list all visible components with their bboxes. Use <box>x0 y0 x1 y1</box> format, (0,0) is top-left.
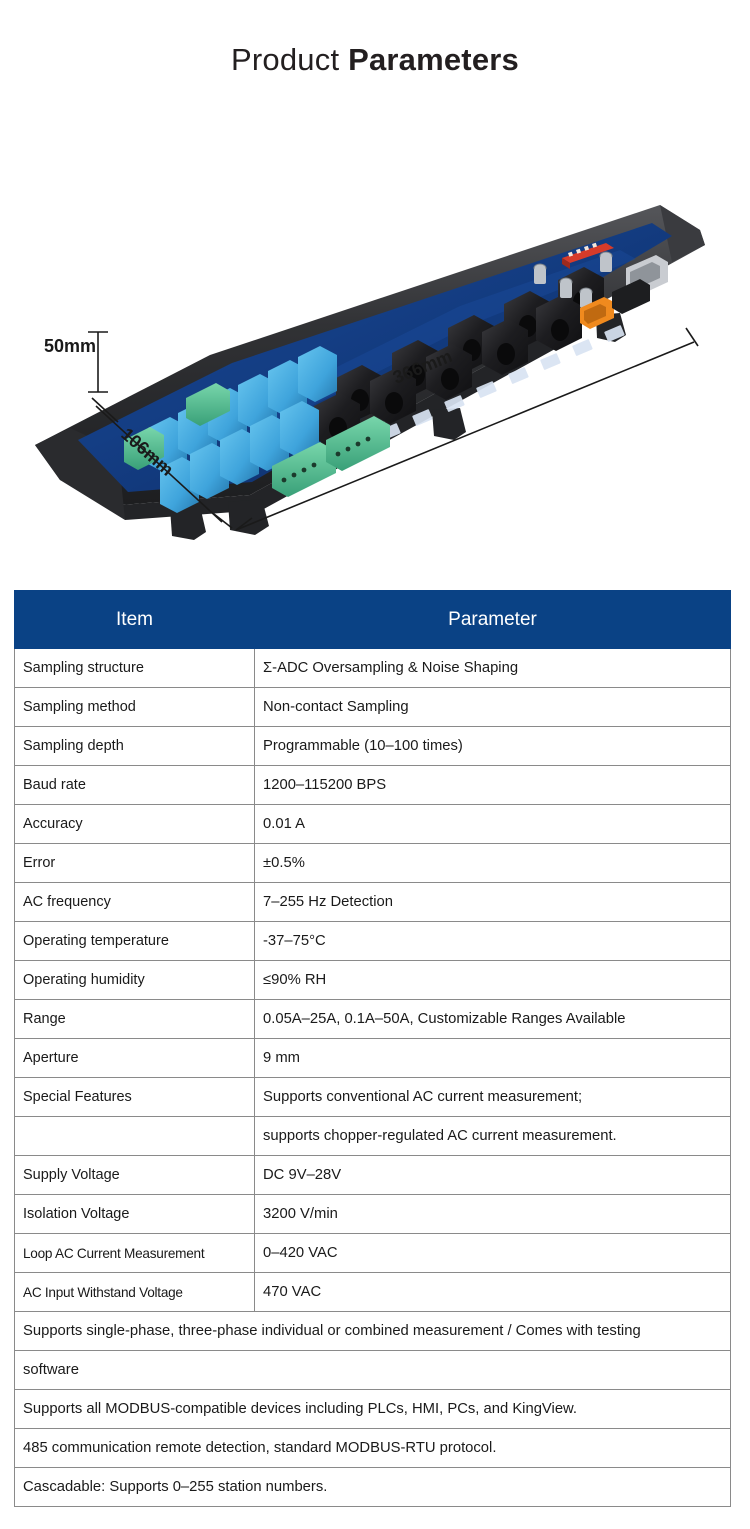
row-label: Sampling structure <box>15 649 255 688</box>
dimension-label-height: 50mm <box>44 336 97 356</box>
column-header-item: Item <box>15 591 255 649</box>
full-width-note: 485 communication remote detection, standard MODBUS-RTU protocol. <box>15 1429 731 1468</box>
row-label: Sampling depth <box>15 727 255 766</box>
column-header-parameter: Parameter <box>255 591 731 649</box>
full-width-note: Cascadable: Supports 0–255 station numbers. <box>15 1468 731 1507</box>
table-row <box>15 961 731 1000</box>
table-row-full <box>15 1351 731 1390</box>
row-label: Baud rate <box>15 766 255 805</box>
row-value: 0–420 VAC <box>255 1234 731 1273</box>
table-row <box>15 688 731 727</box>
table-row <box>15 805 731 844</box>
product-photo <box>0 110 750 570</box>
dimension-label-depth: 106mm <box>117 423 178 480</box>
row-label: Operating temperature <box>15 922 255 961</box>
table-row <box>15 649 731 688</box>
spec-table <box>14 590 731 1507</box>
table-row <box>15 1078 731 1117</box>
table-row <box>15 1000 731 1039</box>
table-row <box>15 1117 731 1156</box>
dimension-label-length: 366mm <box>390 345 456 388</box>
table-row-full <box>15 1429 731 1468</box>
full-width-note: Supports all MODBUS-compatible devices including PLCs, HMI, PCs, and KingView. <box>15 1390 731 1429</box>
table-row <box>15 883 731 922</box>
row-value: -37–75°C <box>255 922 731 961</box>
full-width-note: Supports single-phase, three-phase individual or combined measurement / Comes with testing <box>15 1312 731 1351</box>
table-row <box>15 1195 731 1234</box>
row-label: Sampling method <box>15 688 255 727</box>
row-value: 0.01 A <box>255 805 731 844</box>
table-row <box>15 766 731 805</box>
row-label: Operating humidity <box>15 961 255 1000</box>
table-row <box>15 1273 731 1312</box>
row-label: Loop AC Current Measurement <box>15 1234 255 1273</box>
row-value: 7–255 Hz Detection <box>255 883 731 922</box>
row-label: Special Features <box>15 1078 255 1117</box>
table-row <box>15 1039 731 1078</box>
full-width-note: software <box>15 1351 731 1390</box>
table-row <box>15 844 731 883</box>
row-value: Programmable (10–100 times) <box>255 727 731 766</box>
row-value: Non-contact Sampling <box>255 688 731 727</box>
table-header-row <box>15 591 731 649</box>
table-row <box>15 1156 731 1195</box>
row-value: 0.05A–25A, 0.1A–50A, Customizable Ranges Available <box>255 1000 731 1039</box>
table-row-full <box>15 1312 731 1351</box>
row-label: Aperture <box>15 1039 255 1078</box>
spec-table-body <box>15 649 731 1507</box>
page-title <box>0 0 750 75</box>
row-value: 1200–115200 BPS <box>255 766 731 805</box>
row-label: AC frequency <box>15 883 255 922</box>
row-value: ±0.5% <box>255 844 731 883</box>
page-title-bold: Parameters <box>348 42 519 77</box>
row-label: AC Input Withstand Voltage <box>15 1273 255 1312</box>
row-value: 3200 V/min <box>255 1195 731 1234</box>
table-row <box>15 922 731 961</box>
row-label: Range <box>15 1000 255 1039</box>
row-label: Error <box>15 844 255 883</box>
row-value: DC 9V–28V <box>255 1156 731 1195</box>
page-title-light: Product <box>231 42 349 77</box>
row-label-empty <box>15 1117 255 1156</box>
row-value: Supports conventional AC current measurement; <box>255 1078 731 1117</box>
row-value: ≤90% RH <box>255 961 731 1000</box>
row-label: Isolation Voltage <box>15 1195 255 1234</box>
table-row-full <box>15 1390 731 1429</box>
row-value: supports chopper-regulated AC current measurement. <box>255 1117 731 1156</box>
row-label: Accuracy <box>15 805 255 844</box>
dimension-lines <box>88 328 698 530</box>
table-row <box>15 1234 731 1273</box>
row-value: Σ-ADC Oversampling & Noise Shaping <box>255 649 731 688</box>
row-value: 9 mm <box>255 1039 731 1078</box>
table-row <box>15 727 731 766</box>
row-label: Supply Voltage <box>15 1156 255 1195</box>
row-value: 470 VAC <box>255 1273 731 1312</box>
table-row-full <box>15 1468 731 1507</box>
spec-table-wrapper <box>14 590 730 1507</box>
